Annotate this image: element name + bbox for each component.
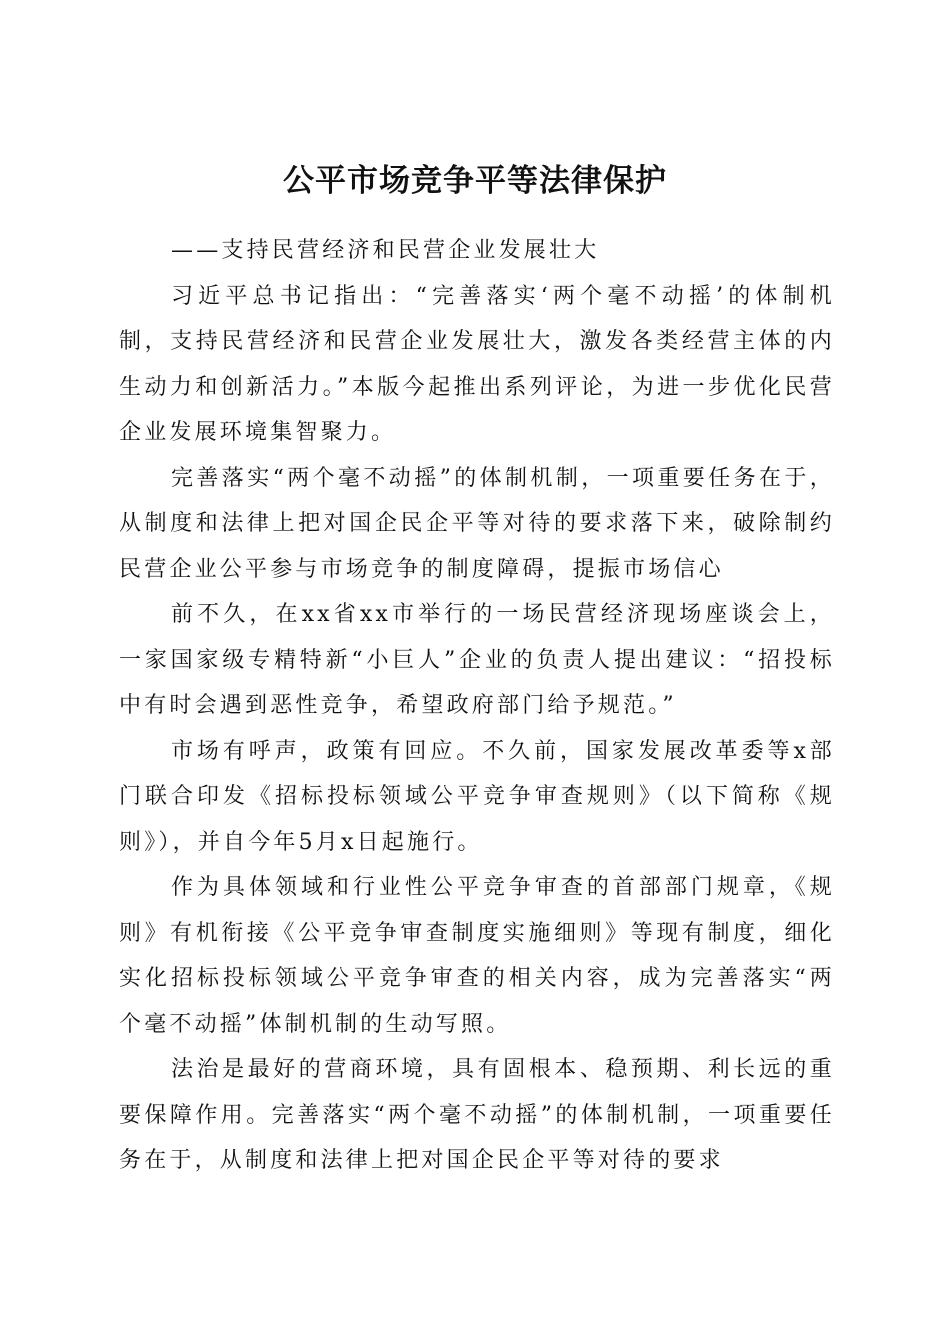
paragraph: 市场有呼声，政策有回应。不久前，国家发展改革委等x部门联合印发《招标投标领域公平竞争审查规则》（以下简称《规则》），并自今年5月x日起施行。	[119, 738, 835, 855]
document-title: 公平市场竞争平等法律保护	[283, 162, 667, 199]
paragraph: 前不久，在xx省xx市举行的一场民营经济现场座谈会上，一家国家级专精特新“小巨人”企业的负责人提出建议：“招投标中有时会遇到恶性竞争，希望政府部门给予规范。”	[119, 602, 835, 718]
subtitle: ——支持民营经济和民营企业发展壮大	[171, 238, 600, 263]
paragraph: 习近平总书记指出：“完善落实‘两个毫不动摇’的体制机制，支持民营经济和民营企业发展壮大，激发各类经营主体的内生动力和创新活力。”本版今起推出系列评论，为进一步优化民营企业发展环境集智聚力。	[119, 283, 835, 445]
document-body	[119, 228, 835, 1184]
paragraph: 法治是最好的营商环境，具有固根本、稳预期、利长远的重要保障作用。完善落实“两个毫不动摇”的体制机制，一项重要任务在于，从制度和法律上把对国企民企平等对待的要求	[119, 1057, 835, 1173]
paragraph: 作为具体领域和行业性公平竞争审查的首部部门规章，《规则》有机衔接《公平竞争审查制度实施细则》等现有制度，细化实化招标投标领域公平竞争审查的相关内容，成为完善落实“两个毫不动摇”体制机制的生动写照。	[119, 875, 835, 1037]
paragraph: 完善落实“两个毫不动摇”的体制机制，一项重要任务在于，从制度和法律上把对国企民企平等对待的要求落下来，破除制约民营企业公平参与市场竞争的制度障碍，提振市场信心	[119, 465, 835, 582]
